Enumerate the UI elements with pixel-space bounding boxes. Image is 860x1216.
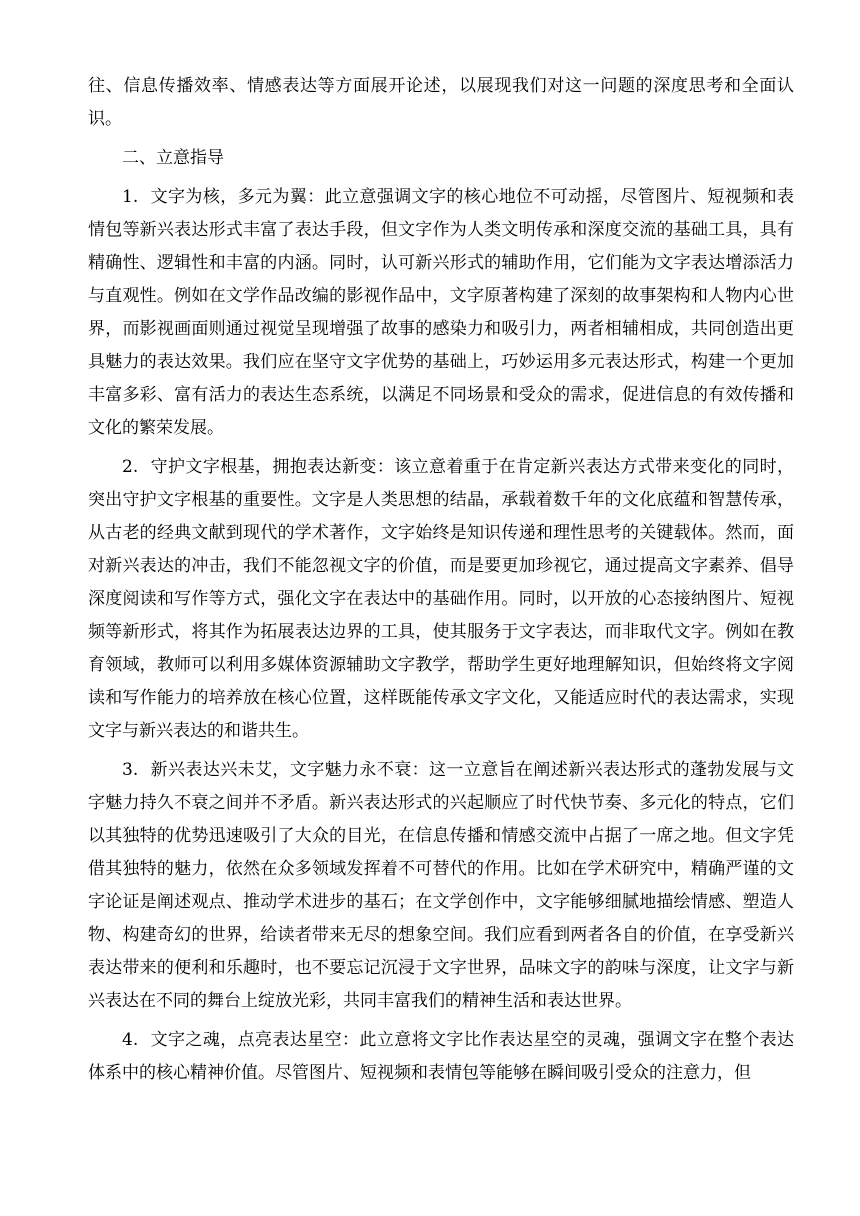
- continuation-paragraph: 往、信息传播效率、情感表达等方面展开论述，以展现我们对这一问题的深度思考和全面认识。: [88, 76, 794, 129]
- list-item: [88, 451, 794, 748]
- list-item: [88, 754, 794, 1018]
- list-item: [88, 1024, 794, 1090]
- item-number: 1.: [122, 187, 139, 207]
- item-text: 文字为核，多元为翼：此立意强调文字的核心地位不可动摇，尽管图片、短视频和表情包等新兴表达形式丰富了表达手段，但文字作为人类文明传承和深度交流的基础工具，具有精确性、逻辑性和丰富的内涵。同时，认可新兴形式的辅助作用，它们能为文字表达增添活力与直观性。例如在文学作品改编的影视作品中，文字原著构建了深刻的故事架构和人物内心世界，而影视画面则通过视觉呈现增强了故事的感染力和吸引力，两者相辅相成，共同创造出更具魅力的表达效果。我们应在坚守文字优势的基础上，巧妙运用多元表达形式，构建一个更加丰富多彩、富有活力的表达生态系统，以满足不同场景和受众的需求，促进信息的有效传播和文化的繁荣发展。: [88, 187, 794, 438]
- item-text: 守护文字根基，拥抱表达新变：该立意着重于在肯定新兴表达方式带来变化的同时，突出守护文字根基的重要性。文字是人类思想的结晶，承载着数千年的文化底蕴和智慧传承，从古老的经典文献到现代的学术著作，文字始终是知识传递和理性思考的关键载体。然而，面对新兴表达的冲击，我们不能忽视文字的价值，而是要更加珍视它，通过提高文字素养、倡导深度阅读和写作等方式，强化文字在表达中的基础作用。同时，以开放的心态接纳图片、短视频等新形式，将其作为拓展表达边界的工具，使其服务于文字表达，而非取代文字。例如在教育领域，教师可以利用多媒体资源辅助文字教学，帮助学生更好地理解知识，但始终将文字阅读和写作能力的培养放在核心位置，这样既能传承文字文化，又能适应时代的表达需求，实现文字与新兴表达的和谐共生。: [88, 457, 794, 741]
- item-number: 4.: [122, 1030, 139, 1050]
- item-number: 3.: [122, 760, 139, 780]
- item-number: 2.: [122, 457, 139, 477]
- document-page: [88, 70, 794, 1096]
- section-heading: 二、立意指导: [122, 148, 224, 168]
- list-item: [88, 181, 794, 445]
- item-text: 文字之魂，点亮表达星空：此立意将文字比作表达星空的灵魂，强调文字在整个表达体系中的核心精神价值。尽管图片、短视频和表情包等能够在瞬间吸引受众的注意力，但: [88, 1030, 794, 1083]
- item-text: 新兴表达兴未艾，文字魅力永不衰：这一立意旨在阐述新兴表达形式的蓬勃发展与文字魅力持久不衰之间并不矛盾。新兴表达形式的兴起顺应了时代快节奏、多元化的特点，它们以其独特的优势迅速吸引了大众的目光，在信息传播和情感交流中占据了一席之地。但文字凭借其独特的魅力，依然在众多领域发挥着不可替代的作用。比如在学术研究中，精确严谨的文字论证是阐述观点、推动学术进步的基石；在文学创作中，文字能够细腻地描绘情感、塑造人物、构建奇幻的世界，给读者带来无尽的想象空间。我们应看到两者各自的价值，在享受新兴表达带来的便利和乐趣时，也不要忘记沉浸于文字世界，品味文字的韵味与深度，让文字与新兴表达在不同的舞台上绽放光彩，共同丰富我们的精神生活和表达世界。: [88, 760, 794, 1011]
